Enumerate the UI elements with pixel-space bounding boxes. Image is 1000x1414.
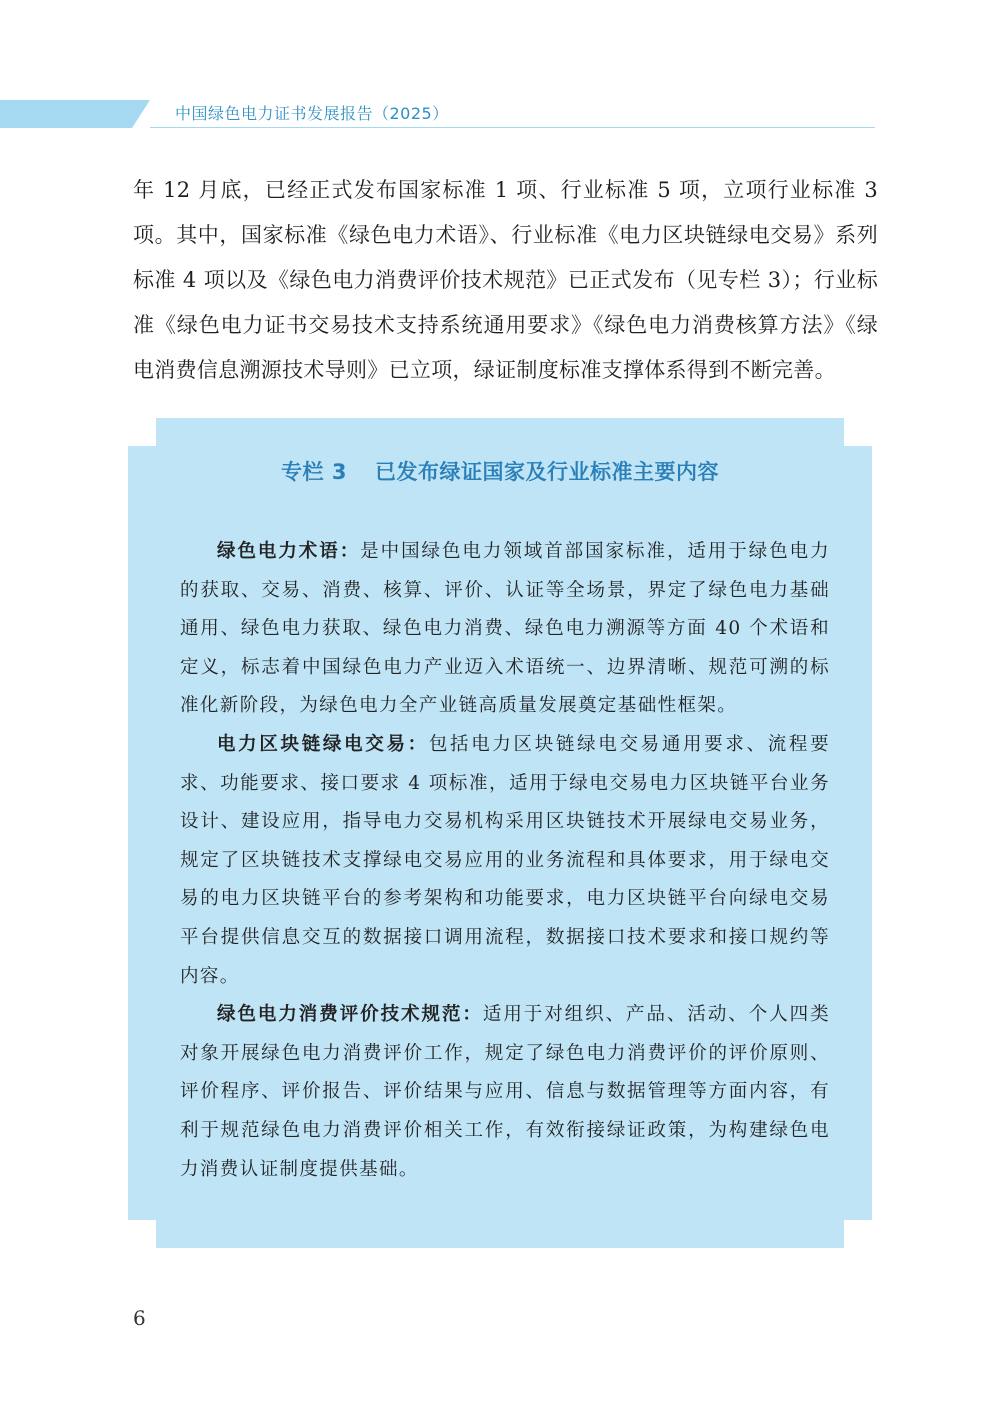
page-number: 6	[133, 1306, 146, 1330]
column-title: 已发布绿证国家及行业标准主要内容	[374, 460, 719, 484]
column-box-body	[180, 533, 830, 1189]
column-box-heading	[128, 456, 872, 486]
running-header-title: 中国绿色电力证书发展报告（2025）	[175, 104, 449, 123]
standard-term: 绿色电力消费评价技术规范：	[217, 1004, 483, 1026]
intro-section	[133, 168, 878, 393]
box-corner-notch	[844, 418, 872, 446]
box-corner-notch	[128, 1220, 156, 1248]
header-rule	[150, 127, 875, 128]
header-accent-band	[0, 100, 150, 128]
standard-description: 适用于对组织、产品、活动、个人四类对象开展绿色电力消费评价工作，规定了绿色电力消费评价的评价原则、评价程序、评价报告、评价结果与应用、信息与数据管理等方面内容，有利于规范绿色电力消费评价相关工作，有效衔接绿证政策，为构建绿色电力消费认证制度提供基础。	[180, 1004, 830, 1180]
box-corner-notch	[844, 1220, 872, 1248]
standard-description: 是中国绿色电力领域首部国家标准，适用于绿色电力的获取、交易、消费、核算、评价、认证等全场景，界定了绿色电力基础通用、绿色电力获取、绿色电力消费、绿色电力溯源等方面 40 个术语和定义，标志着中国绿色电力产业迈入术语统一、边界清晰、规范可溯的标准化新阶段，为绿色电力全产业链高质量发展奠定基础性框架。	[180, 541, 830, 717]
standard-term: 绿色电力术语：	[217, 541, 361, 562]
standard-item	[180, 726, 830, 996]
box-corner-notch	[128, 418, 156, 446]
column-label: 专栏 3	[281, 460, 347, 484]
standard-term: 电力区块链绿电交易：	[217, 733, 429, 755]
standard-item	[180, 533, 830, 726]
standard-description: 包括电力区块链绿电交易通用要求、流程要求、功能要求、接口要求 4 项标准，适用于绿电交易电力区块链平台业务设计、建设应用，指导电力交易机构采用区块链技术开展绿电交易业务，规定了区块链技术支撑绿电交易应用的业务流程和具体要求，用于绿电交易的电力区块链平台的参考架构和功能要求，电力区块链平台向绿电交易平台提供信息交互的数据接口调用流程，数据接口技术要求和接口规约等内容。	[180, 733, 830, 987]
standard-item	[180, 996, 830, 1189]
intro-paragraph: 年 12 月底，已经正式发布国家标准 1 项、行业标准 5 项，立项行业标准 3 项。其中，国家标准《绿色电力术语》、行业标准《电力区块链绿电交易》系列标准 4 项以及《绿色电力消费评价技术规范》已正式发布（见专栏 3）；行业标准《绿色电力证书交易技术支持系统通用要求》《绿色电力消费核算方法》《绿电消费信息溯源技术导则》已立项，绿证制度标准支撑体系得到不断完善。	[133, 178, 878, 382]
